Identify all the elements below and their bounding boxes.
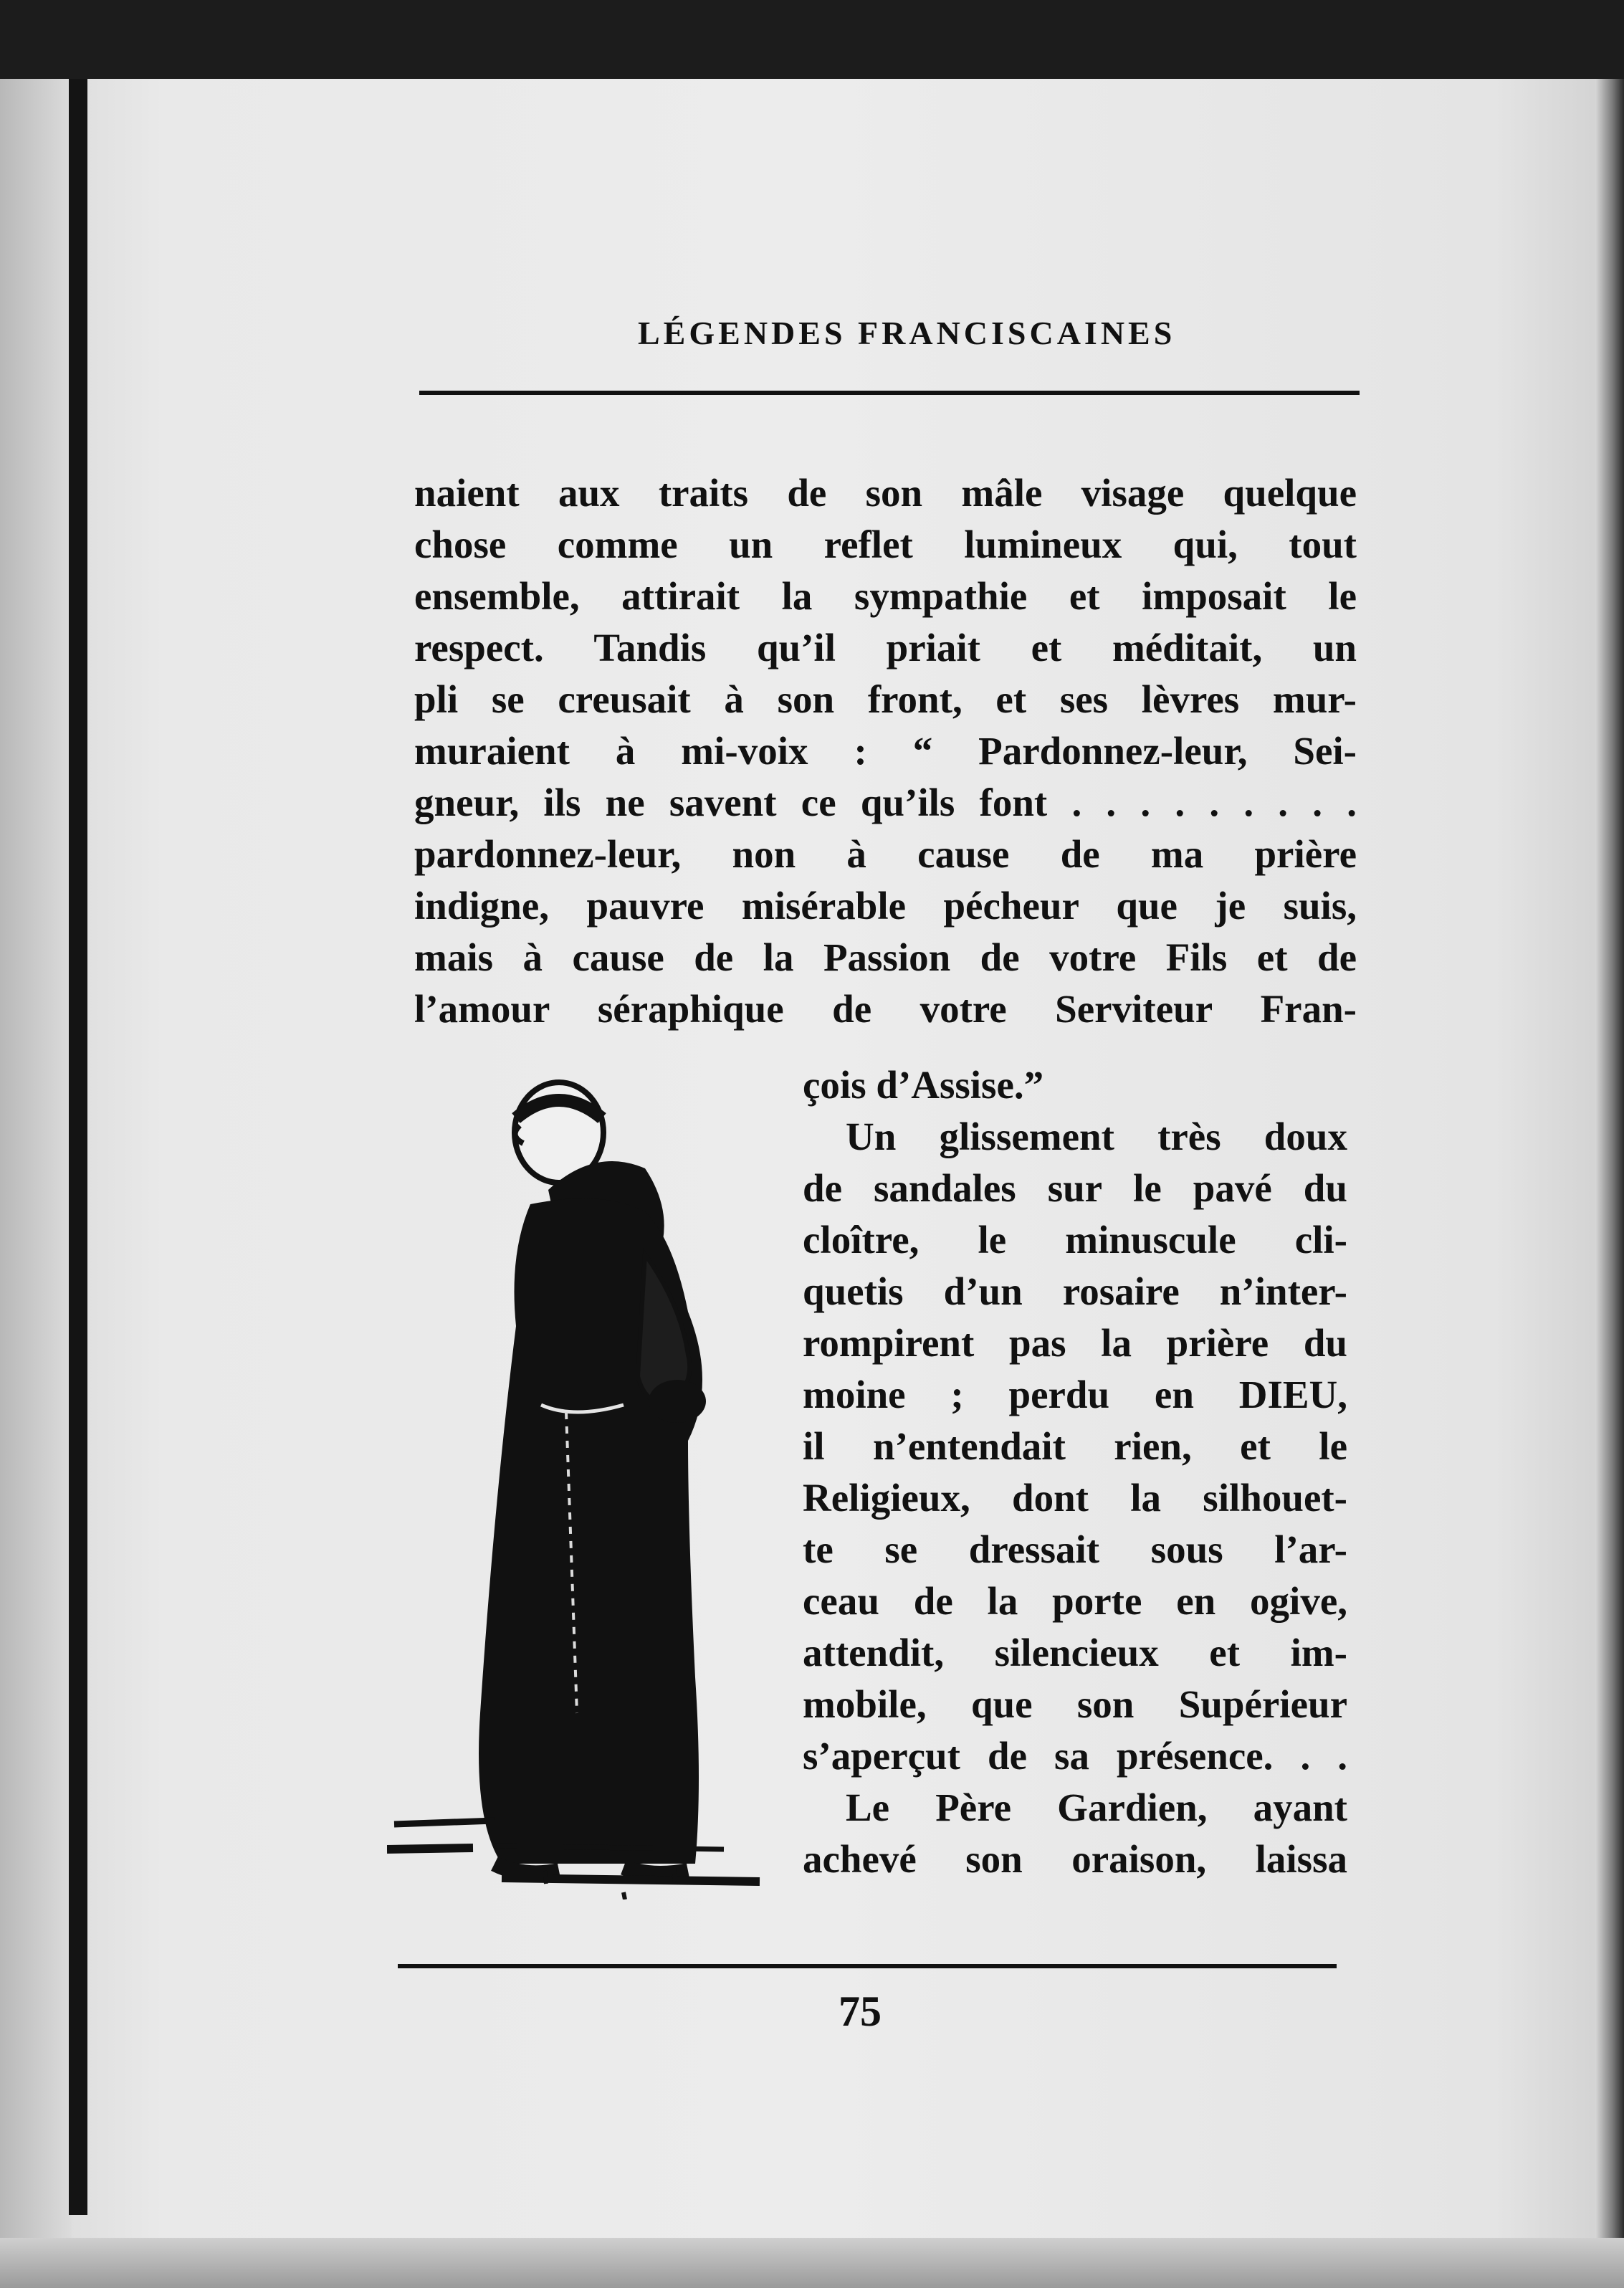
- column-paragraph: [803, 1059, 1347, 1885]
- running-head: LÉGENDES FRANCISCAINES: [638, 315, 1176, 351]
- text-line: pli se creusait à son front, et ses lèvres mur-: [414, 677, 1357, 721]
- text-line: ensemble, attirait la sympathie et imposait le: [414, 574, 1357, 618]
- page-bottom-edge: [0, 2238, 1624, 2288]
- text-line: Le Père Gardien, ayant: [846, 1786, 1347, 1829]
- book-spine: [69, 79, 87, 2215]
- text-line: s’aperçut de sa présence. . .: [803, 1734, 1347, 1778]
- facing-page-edge: [0, 79, 72, 2288]
- text-line: gneur, ils ne savent ce qu’ils font . . . . . . . . .: [414, 781, 1357, 824]
- text-line: pardonnez-leur, non à cause de ma prière: [414, 832, 1357, 876]
- page-right-edge: [1595, 79, 1624, 2288]
- text-line: moine ; perdu en DIEU,: [803, 1373, 1347, 1416]
- text-line: rompirent pas la prière du: [803, 1321, 1347, 1365]
- text-line: Religieux, dont la silhouet-: [803, 1476, 1347, 1520]
- text-line: cloître, le minuscule cli-: [803, 1218, 1347, 1262]
- text-line: çois d’Assise.”: [803, 1063, 1044, 1107]
- text-line: Un glissement très doux: [846, 1115, 1347, 1158]
- body-paragraph: [414, 467, 1357, 1035]
- text-line: de sandales sur le pavé du: [803, 1166, 1347, 1210]
- text-line: mais à cause de la Passion de votre Fils et de: [414, 935, 1357, 979]
- text-line: te se dressait sous l’ar-: [803, 1527, 1347, 1571]
- text-line: respect. Tandis qu’il priait et méditait, un: [414, 626, 1357, 669]
- text-line: naient aux traits de son mâle visage quelque: [414, 471, 1357, 515]
- text-line: muraient à mi-voix : “ Pardonnez-leur, Sei-: [414, 729, 1357, 773]
- text-line: ceau de la porte en ogive,: [803, 1579, 1347, 1623]
- text-line: l’amour séraphique de votre Serviteur Fran-: [414, 987, 1357, 1031]
- text-line: chose comme un reflet lumineux qui, tout: [414, 523, 1357, 566]
- text-line: quetis d’un rosaire n’inter-: [803, 1269, 1347, 1313]
- text-line: il n’entendait rien, et le: [803, 1424, 1347, 1468]
- monk-silhouette-icon: [387, 1068, 788, 1899]
- text-line: indigne, pauvre misérable pécheur que je suis,: [414, 884, 1357, 928]
- text-line: mobile, que son Supérieur: [803, 1682, 1347, 1726]
- footer-rule: [398, 1964, 1337, 1968]
- text-line: attendit, silencieux et im-: [803, 1631, 1347, 1674]
- text-line: achevé son oraison, laissa: [803, 1837, 1347, 1881]
- header-rule: [419, 391, 1360, 395]
- page-number: 75: [839, 1988, 882, 2035]
